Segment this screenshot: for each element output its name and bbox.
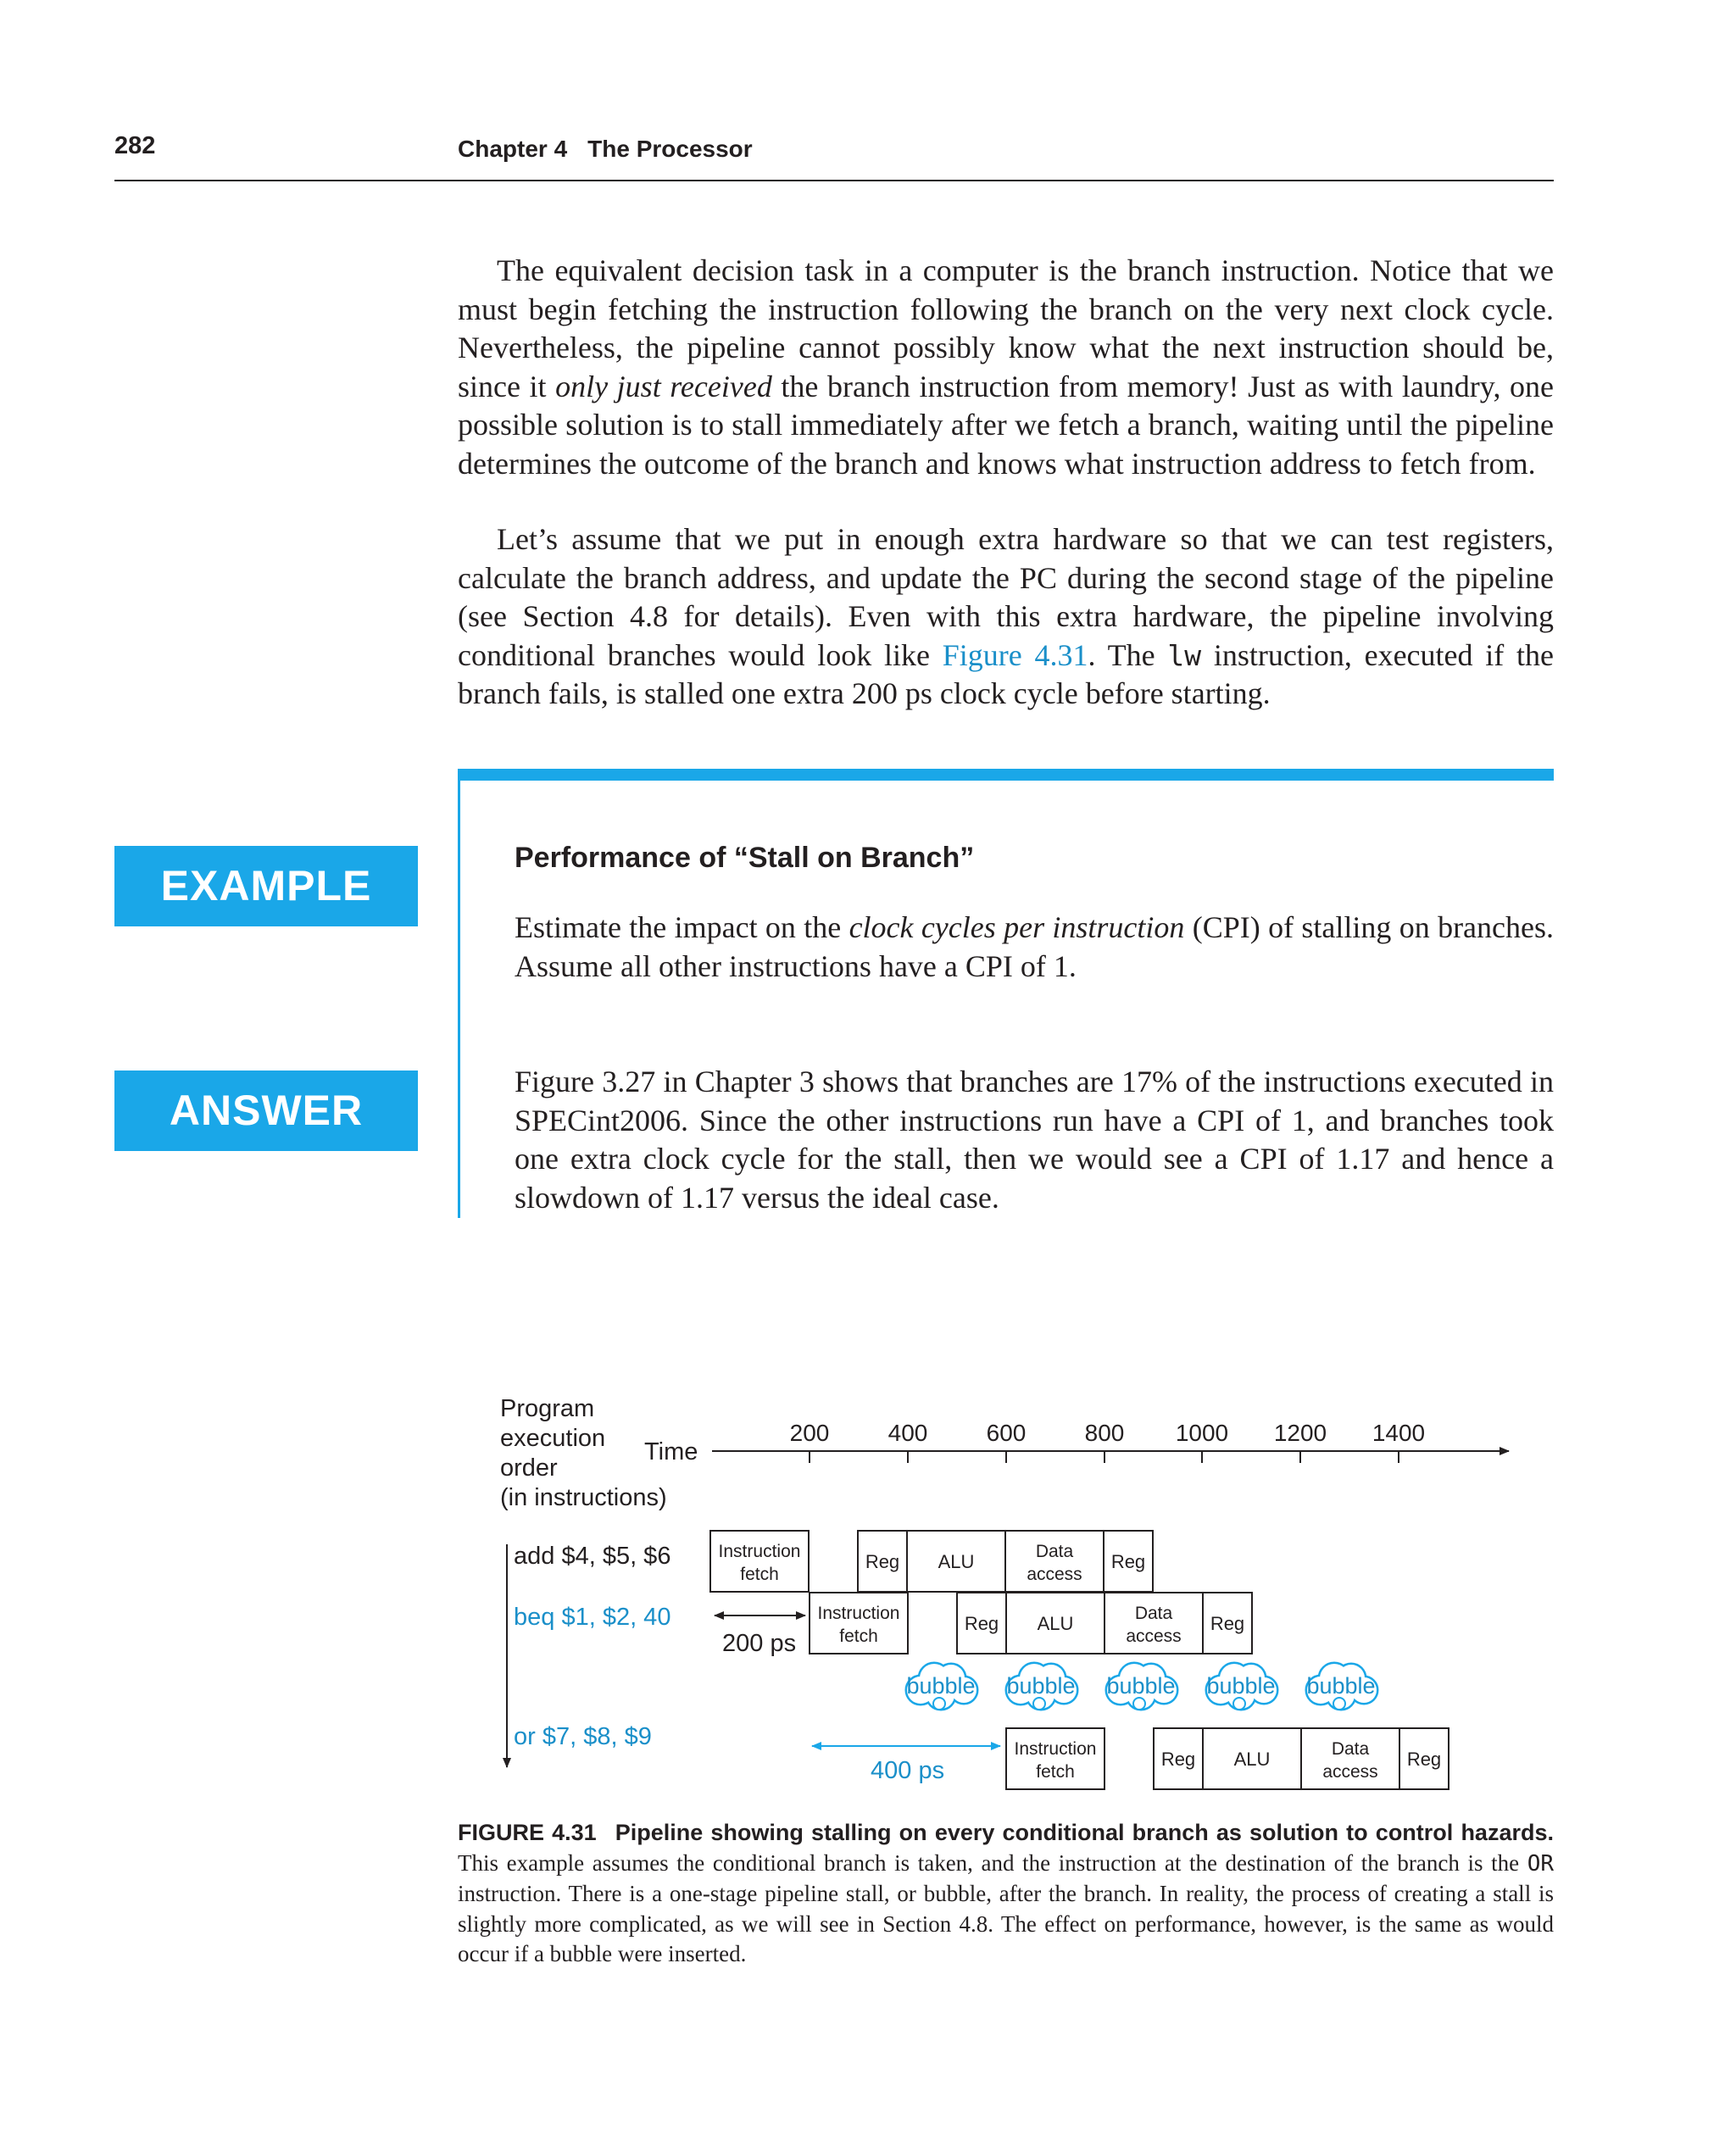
answer-tab: ANSWER bbox=[114, 1070, 418, 1151]
stage-alu-label: ALU bbox=[938, 1551, 975, 1572]
caption-label: FIGURE 4.31 Pipeline showing stalling on every conditional branch as solution to control hazards. bbox=[458, 1820, 1554, 1845]
stage-reg-write-label: Reg bbox=[1210, 1613, 1245, 1634]
pipeline-row-or bbox=[1006, 1728, 1449, 1789]
time-axis-label: Time bbox=[644, 1438, 698, 1465]
bubble-small-circle bbox=[1033, 1698, 1045, 1710]
interval-400-label: 400 ps bbox=[871, 1757, 945, 1784]
pipeline-row-beq bbox=[810, 1593, 1252, 1654]
body-paragraph-2: Let’s assume that we put in enough extra hardware so that we can test registers, calculate the branch address, and update the PC during the second stage of the pipeline (see Section 4.8 for details). Even with this extra hardware, the pipeline involving conditional branches would look like Figure 4.31. The lw instruction, executed if the branch fails, is stalled one extra 200 ps clock cycle before starting. bbox=[458, 522, 1555, 710]
axis-title-line-4: (in instructions) bbox=[500, 1484, 667, 1511]
stage-reg-read-label: Reg bbox=[964, 1613, 999, 1634]
interval-200-label: 200 ps bbox=[722, 1630, 797, 1657]
bubble-label: bubble bbox=[906, 1673, 976, 1699]
time-tick-label: 400 bbox=[887, 1420, 928, 1446]
example-title: Performance of “Stall on Branch” bbox=[515, 842, 975, 874]
inline-code-lw: lw bbox=[1167, 638, 1202, 672]
stage-reg-read-label: Reg bbox=[1160, 1749, 1196, 1770]
stage-mem-label-line1: Data bbox=[1331, 1739, 1370, 1759]
bubble-label: bubble bbox=[1006, 1673, 1076, 1699]
instruction-or: or $7, $8, $9 bbox=[514, 1723, 652, 1750]
pipeline-row-add bbox=[710, 1531, 1153, 1592]
bubble-small-circle bbox=[933, 1698, 945, 1710]
pipeline-diagram bbox=[492, 1390, 1543, 1797]
running-header bbox=[458, 136, 753, 163]
axis-title-line-1: Program bbox=[500, 1395, 595, 1422]
bubble-small-circle bbox=[1233, 1698, 1245, 1710]
instruction-add: add $4, $5, $6 bbox=[514, 1543, 671, 1570]
stage-if-label-line2: fetch bbox=[839, 1627, 878, 1646]
chapter-label: Chapter 4 bbox=[458, 136, 568, 162]
stage-mem-label-line1: Data bbox=[1134, 1604, 1173, 1623]
stage-if-label-line1: Instruction bbox=[817, 1604, 900, 1623]
stage-mem-label-line1: Data bbox=[1035, 1542, 1074, 1561]
figure-4-31-link[interactable]: Figure 4.31 bbox=[942, 637, 1088, 672]
answer-text: Figure 3.27 in Chapter 3 shows that branches are 17% of the instructions executed in SPECint2006. Since the other instructions run have a CPI of 1, and branches took one extra clock cycle for the stall, then we would see a CPI of 1.17 and hence a slowdown of 1.17 versus the ideal case. bbox=[515, 1065, 1554, 1215]
stage-if-label-line2: fetch bbox=[740, 1565, 779, 1584]
stage-alu-label: ALU bbox=[1037, 1613, 1074, 1634]
stage-mem-label-line2: access bbox=[1027, 1565, 1082, 1584]
stage-reg-write-label: Reg bbox=[1110, 1551, 1146, 1572]
bubble-small-circle bbox=[1333, 1698, 1345, 1710]
stage-reg-read-label: Reg bbox=[865, 1551, 900, 1572]
time-tick-label: 1000 bbox=[1175, 1420, 1229, 1446]
bubble-label: bubble bbox=[1306, 1673, 1376, 1699]
stage-mem-label-line2: access bbox=[1126, 1627, 1182, 1646]
bubble-row bbox=[906, 1664, 1377, 1710]
bubble bbox=[906, 1664, 976, 1710]
axis-title-line-2: execution bbox=[500, 1425, 606, 1452]
figure-caption: FIGURE 4.31 Pipeline showing stalling on every conditional branch as solution to control hazards. This example assumes the conditional branch is taken, and the instruction at the destination of the branch is the OR instruction. There is a one-stage pipeline stall, or bubble, after the branch. In reality, the process of creating a stall is slightly more complicated, as we will see in Section 4.8. The effect on performance, however, is the same as would occur if a bubble were inserted. bbox=[458, 1820, 1554, 1966]
axis-title-line-3: order bbox=[500, 1454, 558, 1482]
chapter-title: The Processor bbox=[587, 136, 753, 162]
stage-reg-write-label: Reg bbox=[1406, 1749, 1442, 1770]
time-tick-label: 600 bbox=[986, 1420, 1027, 1446]
pipeline-stage-rows bbox=[710, 1531, 1449, 1789]
bubble-label: bubble bbox=[1206, 1673, 1276, 1699]
stage-alu-label: ALU bbox=[1233, 1749, 1271, 1770]
bubble bbox=[1106, 1664, 1177, 1710]
inline-code-or: OR bbox=[1527, 1850, 1554, 1877]
stage-if-label-line1: Instruction bbox=[718, 1542, 801, 1561]
page-number: 282 bbox=[114, 132, 156, 159]
example-box-top-bar bbox=[458, 769, 1554, 781]
body-paragraph-1: The equivalent decision task in a computer is the branch instruction. Notice that we must begin fetching the instruction following the branch on the very next clock cycle. Nevertheless, the pipeline cannot possibly know what the next instruction should be, since it only just received the branch instruction from memory! Just as with laundry, one possible solution is to stall immediately after we fetch a branch, waiting until the pipeline determines the outcome of the branch and knows what instruction address to fetch from. bbox=[458, 253, 1554, 481]
example-box-left-rule bbox=[458, 769, 460, 1218]
time-tick-label: 800 bbox=[1084, 1420, 1125, 1446]
header-rule bbox=[114, 180, 1554, 181]
bubble bbox=[1306, 1664, 1377, 1710]
time-tick-label: 1400 bbox=[1372, 1420, 1426, 1446]
stage-if-label-line2: fetch bbox=[1036, 1762, 1075, 1782]
bubble bbox=[1006, 1664, 1077, 1710]
stage-mem-label-line2: access bbox=[1322, 1762, 1378, 1782]
example-text: Estimate the impact on the clock cycles per instruction (CPI) of stalling on branches. Assume all other instructions have a CPI of 1. bbox=[515, 910, 1555, 983]
bubble-label: bubble bbox=[1106, 1673, 1176, 1699]
instruction-beq: beq $1, $2, 40 bbox=[514, 1604, 671, 1631]
example-tab: EXAMPLE bbox=[114, 846, 418, 926]
time-tick-label: 1200 bbox=[1273, 1420, 1327, 1446]
stage-if-label-line1: Instruction bbox=[1014, 1739, 1097, 1759]
bubble bbox=[1206, 1664, 1277, 1710]
time-tick-label: 200 bbox=[789, 1420, 830, 1446]
time-axis-ticks bbox=[790, 1420, 1426, 1463]
bubble-small-circle bbox=[1133, 1698, 1145, 1710]
